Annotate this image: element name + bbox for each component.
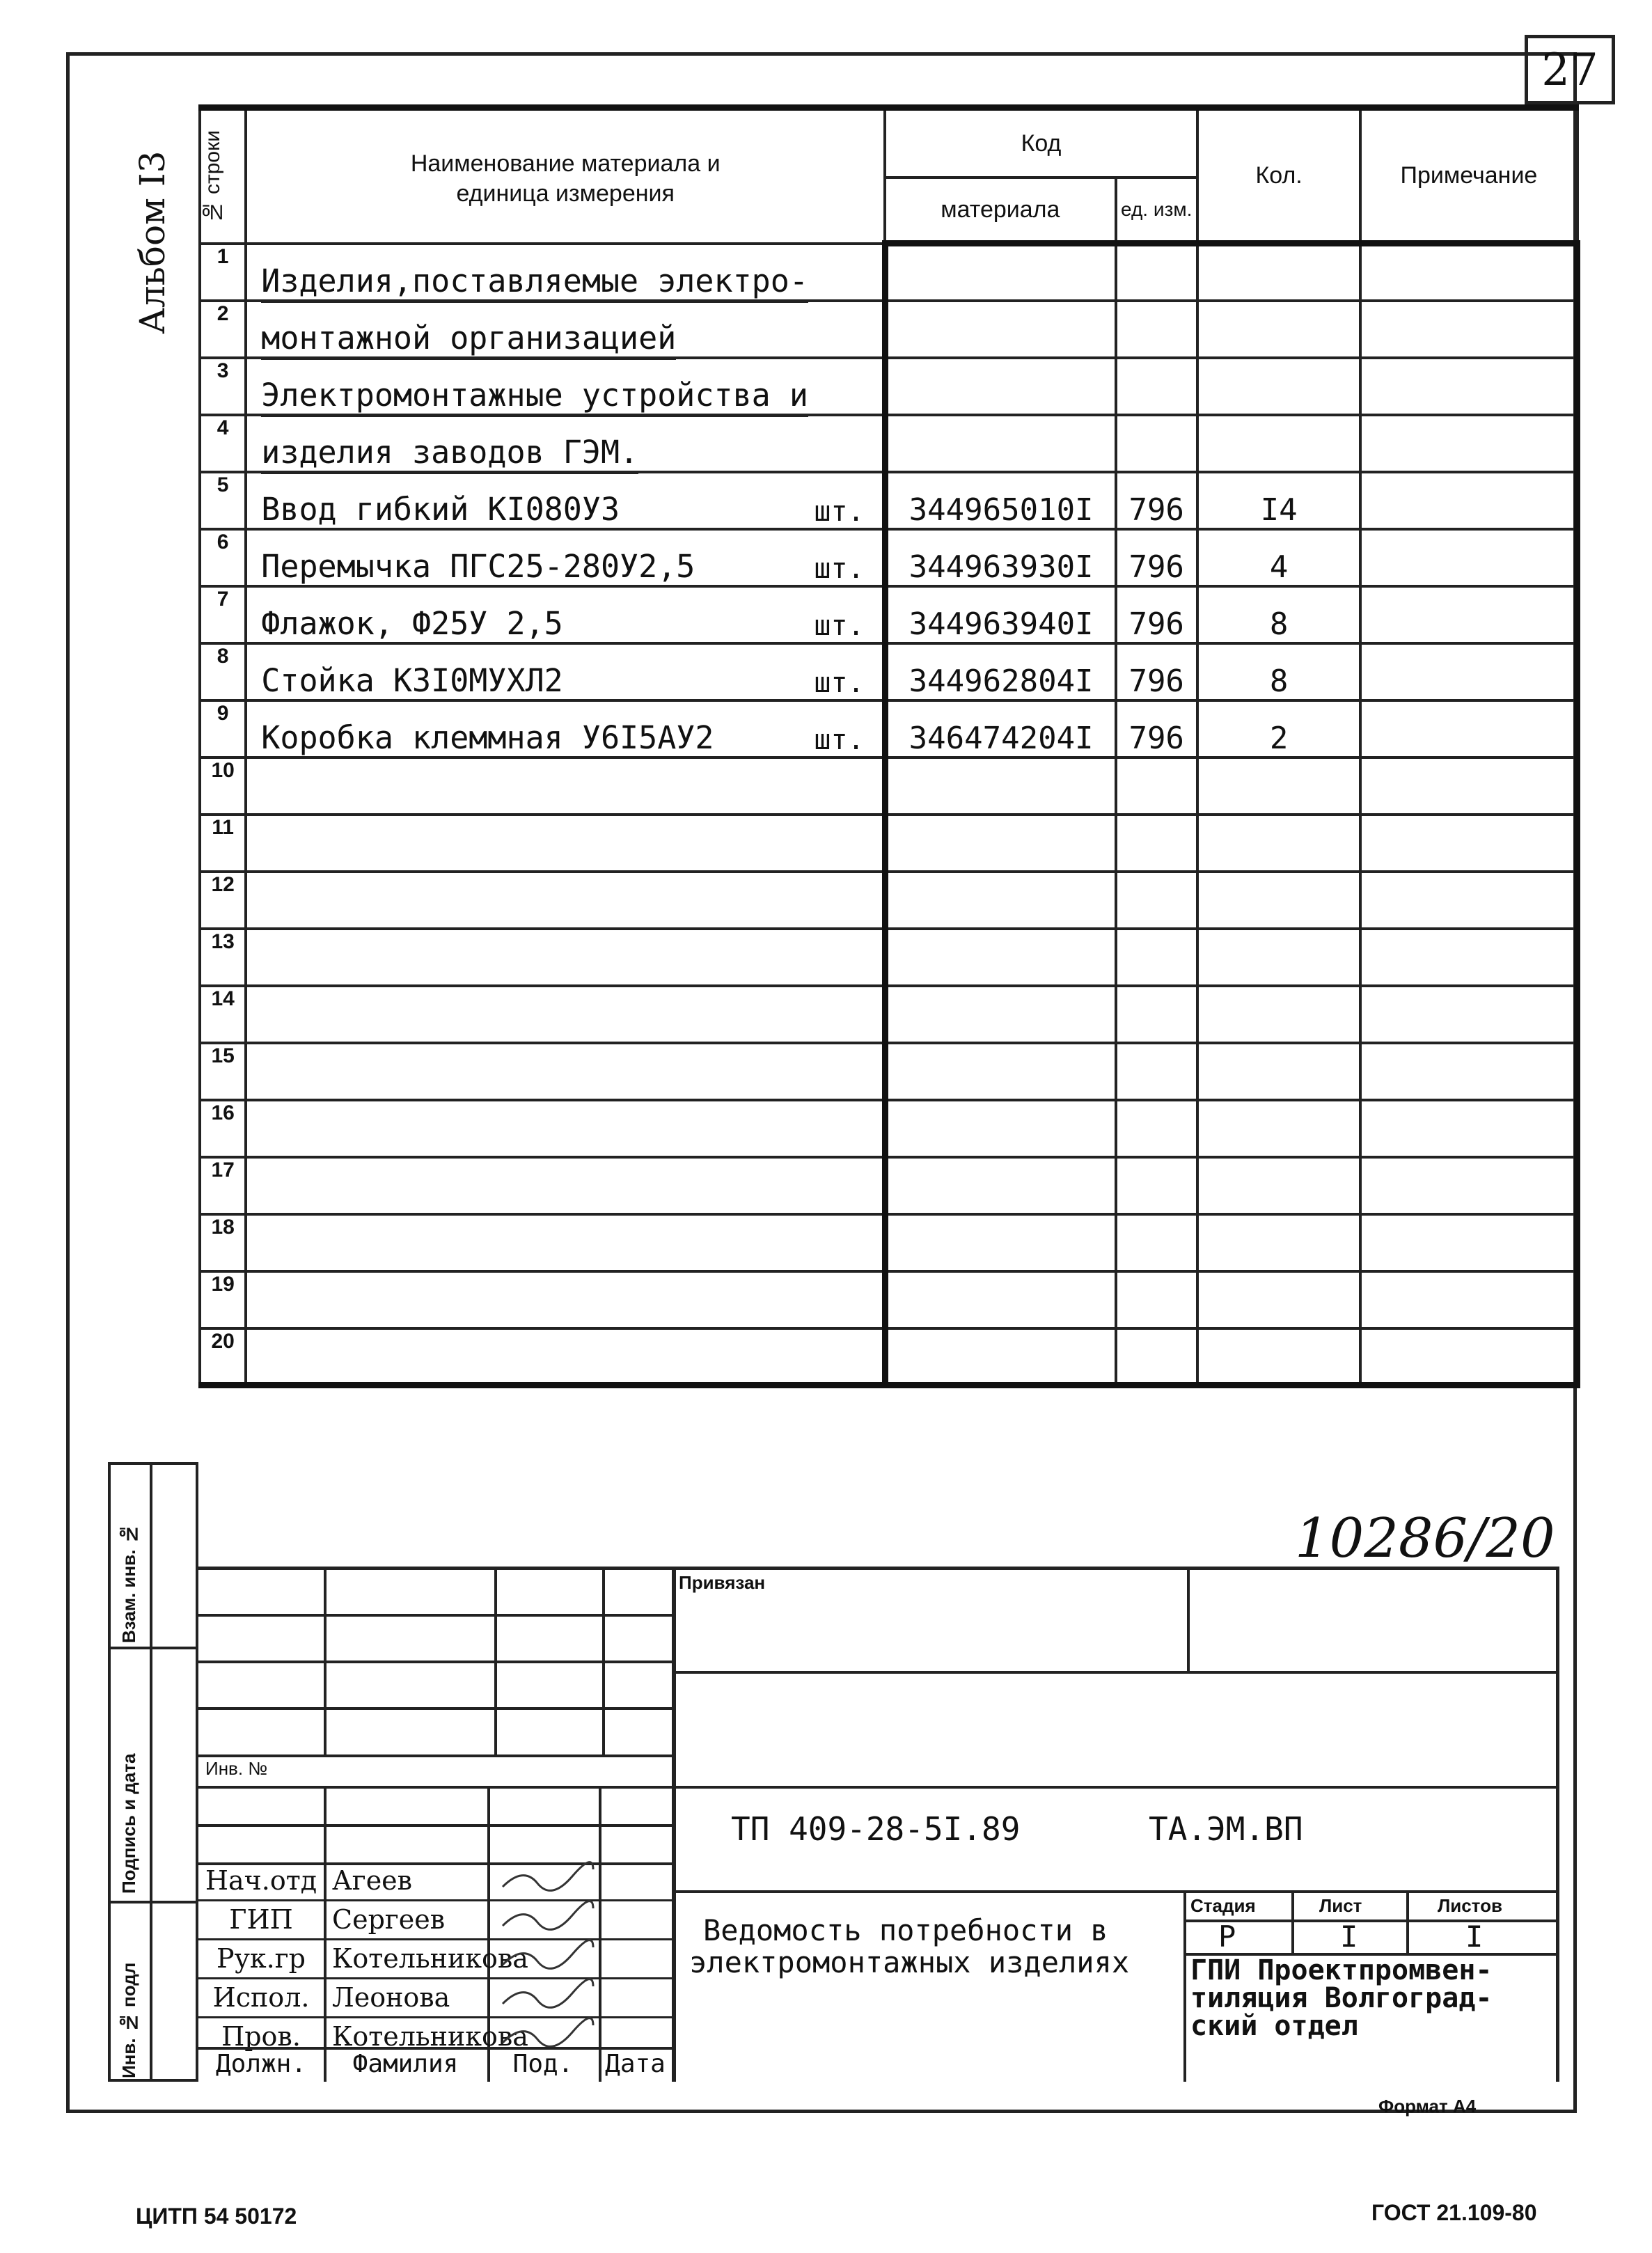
- unit-label: [736, 1328, 885, 1385]
- note: [1360, 472, 1577, 529]
- row-number: 5: [200, 472, 246, 529]
- signature-role: Испол.: [212, 1982, 310, 2013]
- row-number: 15: [200, 1043, 246, 1100]
- unit-code: [1116, 1157, 1197, 1214]
- note: [1360, 1157, 1577, 1214]
- col-sign: Под.: [512, 2050, 574, 2078]
- row-number: 8: [200, 643, 246, 700]
- material-name: [246, 1328, 736, 1385]
- note: [1360, 643, 1577, 700]
- row-number: 14: [200, 986, 246, 1043]
- material-code: 344965010I: [885, 472, 1115, 529]
- material-code: [885, 929, 1115, 986]
- material-code: 344963930I: [885, 529, 1115, 586]
- material-code: 346474204I: [885, 700, 1115, 757]
- unit-code: 796: [1116, 472, 1197, 529]
- row-number: 13: [200, 929, 246, 986]
- unit-code: [1116, 872, 1197, 929]
- quantity: [1197, 815, 1361, 872]
- row-number: 19: [200, 1271, 246, 1328]
- quantity: [1197, 415, 1361, 472]
- material-name: [246, 244, 808, 301]
- sheet-value: I: [1340, 1920, 1358, 1954]
- signature-mark: [496, 1901, 607, 1938]
- material-name-text: изделия заводов ГЭМ.: [261, 434, 638, 474]
- qty-header: Кол.: [1197, 108, 1361, 244]
- material-code: [885, 415, 1115, 472]
- row-number: 7: [200, 586, 246, 643]
- signature-row: [198, 1899, 672, 1938]
- unit-label: шт.: [736, 700, 885, 757]
- quantity: 8: [1197, 643, 1361, 700]
- quantity: [1197, 1271, 1361, 1328]
- row-number: 9: [200, 700, 246, 757]
- row-number-header-cell: [200, 108, 246, 244]
- format-label: Формат А4: [1378, 2096, 1477, 2117]
- unit-label: [736, 986, 885, 1043]
- unit-code: 796: [1116, 586, 1197, 643]
- note: [1360, 415, 1577, 472]
- footer-left: ЦИТП 54 50172: [136, 2204, 297, 2229]
- signature-surname: Котельникова: [332, 2021, 528, 2052]
- row-number-header: № строки: [201, 129, 224, 223]
- code-header: Код: [885, 108, 1197, 178]
- table-row: [200, 415, 1578, 472]
- quantity: [1197, 986, 1361, 1043]
- material-name: [246, 986, 736, 1043]
- unit-code-header: ед. изм.: [1116, 178, 1197, 244]
- unit-code: [1116, 1271, 1197, 1328]
- table-row: [200, 815, 1578, 872]
- table-row: [200, 929, 1578, 986]
- material-name: [246, 757, 736, 815]
- signature-role: Нач.отд: [205, 1865, 317, 1896]
- doc-suffix: ТА.ЭМ.ВП: [1149, 1810, 1303, 1848]
- signature-surname: Сергеев: [332, 1904, 446, 1935]
- signatures-header-row: [198, 2047, 672, 2085]
- sheet-number: 27: [1525, 35, 1615, 104]
- spec-table: [198, 104, 1580, 1388]
- unit-label: [736, 815, 885, 872]
- unit-label: шт.: [736, 472, 885, 529]
- sheets-label: Листов: [1438, 1895, 1502, 1916]
- material-code: [885, 1100, 1115, 1157]
- material-name: [246, 1043, 736, 1100]
- material-code: [885, 301, 1115, 358]
- unit-code: [1116, 1214, 1197, 1271]
- quantity: [1197, 1157, 1361, 1214]
- unit-code: [1116, 1100, 1197, 1157]
- sheet-label: Лист: [1319, 1895, 1362, 1916]
- unit-code: 796: [1116, 700, 1197, 757]
- vzam-label: Взам. инв. №: [118, 1523, 139, 1643]
- table-row: [200, 986, 1578, 1043]
- signature-row: [198, 1862, 672, 1899]
- quantity: 8: [1197, 586, 1361, 643]
- unit-label: [736, 415, 885, 472]
- row-number: 20: [200, 1328, 246, 1385]
- signature-surname: Агеев: [332, 1865, 413, 1896]
- signature-mark: [496, 1979, 607, 2016]
- signatures-table: [198, 1862, 672, 2055]
- unit-code: [1116, 986, 1197, 1043]
- unit-code: [1116, 358, 1197, 415]
- unit-code: [1116, 929, 1197, 986]
- quantity: [1197, 244, 1361, 301]
- row-number: 10: [200, 757, 246, 815]
- row-number: 2: [200, 301, 246, 358]
- note: [1360, 700, 1577, 757]
- row-number: 11: [200, 815, 246, 872]
- doc-title: [689, 1915, 1129, 1979]
- unit-label: шт.: [736, 529, 885, 586]
- note: [1360, 1214, 1577, 1271]
- unit-code: [1116, 815, 1197, 872]
- stage-value: Р: [1218, 1920, 1236, 1954]
- row-number: 6: [200, 529, 246, 586]
- material-code: [885, 872, 1115, 929]
- signature-role: Рук.гр: [217, 1943, 306, 1974]
- row-number: 17: [200, 1157, 246, 1214]
- material-code: [885, 1271, 1115, 1328]
- unit-label: шт.: [736, 643, 885, 700]
- bound-label: Привязан: [679, 1572, 766, 1593]
- stage-label: Стадия: [1190, 1895, 1256, 1916]
- handwritten-number: 10286/20: [1295, 1507, 1555, 1570]
- inv-label: Инв. №: [205, 1758, 268, 1779]
- note: [1360, 757, 1577, 815]
- unit-code: [1116, 757, 1197, 815]
- material-code-header: материала: [885, 178, 1115, 244]
- unit-code: [1116, 415, 1197, 472]
- unit-label: [736, 929, 885, 986]
- unit-label: [736, 1271, 885, 1328]
- unit-label: [736, 1214, 885, 1271]
- col-surname: Фамилия: [352, 2050, 459, 2078]
- sheets-value: I: [1465, 1920, 1484, 1954]
- note: [1360, 301, 1577, 358]
- quantity: [1197, 1043, 1361, 1100]
- unit-code: 796: [1116, 643, 1197, 700]
- table-row: [200, 1214, 1578, 1271]
- note: [1360, 244, 1577, 301]
- unit-code: [1116, 1328, 1197, 1385]
- quantity: [1197, 872, 1361, 929]
- row-number: 16: [200, 1100, 246, 1157]
- table-row: [200, 358, 1578, 415]
- quantity: 2: [1197, 700, 1361, 757]
- material-name: Стойка К3I0МУХЛ2: [246, 643, 736, 700]
- unit-label: [736, 1157, 885, 1214]
- row-number: 18: [200, 1214, 246, 1271]
- note: [1360, 872, 1577, 929]
- material-name-text: Электромонтажные устройства и: [261, 377, 808, 417]
- signature-surname: Леонова: [332, 1982, 450, 2013]
- unit-label: шт.: [736, 586, 885, 643]
- signature-row: [198, 1977, 672, 2016]
- note: [1360, 529, 1577, 586]
- material-name: Перемычка ПГС25-280У2,5: [246, 529, 736, 586]
- quantity: 4: [1197, 529, 1361, 586]
- note: [1360, 1271, 1577, 1328]
- material-name: [246, 301, 736, 358]
- note: [1360, 1043, 1577, 1100]
- material-code: [885, 244, 1115, 301]
- quantity: [1197, 929, 1361, 986]
- row-number: 4: [200, 415, 246, 472]
- name-header: Наименование материала и единица измерения: [246, 108, 885, 244]
- doc-title-line2: электромонтажных изделиях: [689, 1945, 1130, 1980]
- material-code: [885, 815, 1115, 872]
- signature-mark: [496, 1940, 607, 1977]
- material-name: [246, 872, 736, 929]
- note: [1360, 986, 1577, 1043]
- table-row: [200, 1043, 1578, 1100]
- note: [1360, 358, 1577, 415]
- note: [1360, 1328, 1577, 1385]
- material-name: Флажок, Ф25У 2,5: [246, 586, 736, 643]
- material-name: [246, 415, 736, 472]
- table-row: [200, 244, 1578, 301]
- material-code: 344963940I: [885, 586, 1115, 643]
- material-name: [246, 929, 736, 986]
- unit-label: [736, 1043, 885, 1100]
- material-name: [246, 1100, 736, 1157]
- unit-code: [1116, 1043, 1197, 1100]
- doc-title-line1: Ведомость потребности в: [703, 1913, 1108, 1947]
- unit-code: 796: [1116, 529, 1197, 586]
- note: [1360, 586, 1577, 643]
- quantity: [1197, 1100, 1361, 1157]
- table-row: [200, 1328, 1578, 1385]
- row-number: 3: [200, 358, 246, 415]
- note-header: Примечание: [1360, 108, 1577, 244]
- note: [1360, 929, 1577, 986]
- material-name: [246, 1214, 736, 1271]
- material-name: Коробка клеммная У6I5АУ2: [246, 700, 736, 757]
- col-position: Должн.: [215, 2050, 307, 2078]
- col-date: Дата: [605, 2050, 666, 2078]
- unit-code: [1116, 301, 1197, 358]
- table-row: [200, 757, 1578, 815]
- signature-role: Пров.: [221, 2021, 301, 2052]
- material-code: [885, 1157, 1115, 1214]
- material-name: [246, 815, 736, 872]
- quantity: [1197, 1328, 1361, 1385]
- footer-right: ГОСТ 21.109-80: [1371, 2200, 1537, 2225]
- material-code: [885, 986, 1115, 1043]
- organization: ГПИ Проектпромвен- тиляция Волгоград- ский отдел: [1190, 1954, 1493, 2042]
- album-label: Альбом I3: [132, 150, 173, 334]
- material-name-text: Изделия,поставляемые электро-: [261, 262, 808, 303]
- quantity: [1197, 301, 1361, 358]
- table-row: [200, 472, 1578, 529]
- unit-label: [736, 1100, 885, 1157]
- quantity: [1197, 757, 1361, 815]
- material-code: 344962804I: [885, 643, 1115, 700]
- signature-role: ГИП: [229, 1904, 293, 1935]
- quantity: [1197, 358, 1361, 415]
- material-name: [246, 1271, 736, 1328]
- signature-surname: Котельникова: [332, 1943, 528, 1974]
- doc-code: ТП 409-28-5I.89: [731, 1810, 1021, 1848]
- material-code: [885, 358, 1115, 415]
- signature-mark: [496, 1862, 607, 1899]
- signature-row: [198, 1938, 672, 1977]
- podp-label: Подпись и дата: [118, 1753, 139, 1894]
- quantity: [1197, 1214, 1361, 1271]
- table-row: [200, 1157, 1578, 1214]
- row-number: 12: [200, 872, 246, 929]
- unit-label: [736, 757, 885, 815]
- table-row: [200, 1100, 1578, 1157]
- table-row: [200, 872, 1578, 929]
- table-row: [200, 1271, 1578, 1328]
- note: [1360, 1100, 1577, 1157]
- unit-label: [736, 872, 885, 929]
- material-name: [246, 1157, 736, 1214]
- material-name: [246, 358, 808, 415]
- table-row: [200, 700, 1578, 757]
- inv-podl-label: Инв. № подл: [118, 1962, 139, 2078]
- table-row: [200, 301, 1578, 358]
- material-name-text: монтажной организацией: [261, 320, 676, 360]
- unit-label: [736, 301, 885, 358]
- unit-code: [1116, 244, 1197, 301]
- note: [1360, 815, 1577, 872]
- material-code: [885, 1328, 1115, 1385]
- table-row: [200, 586, 1578, 643]
- material-code: [885, 757, 1115, 815]
- table-row: [200, 529, 1578, 586]
- table-row: [200, 643, 1578, 700]
- material-code: [885, 1214, 1115, 1271]
- row-number: 1: [200, 244, 246, 301]
- quantity: I4: [1197, 472, 1361, 529]
- material-name: Ввод гибкий КI080УЗ: [246, 472, 736, 529]
- material-code: [885, 1043, 1115, 1100]
